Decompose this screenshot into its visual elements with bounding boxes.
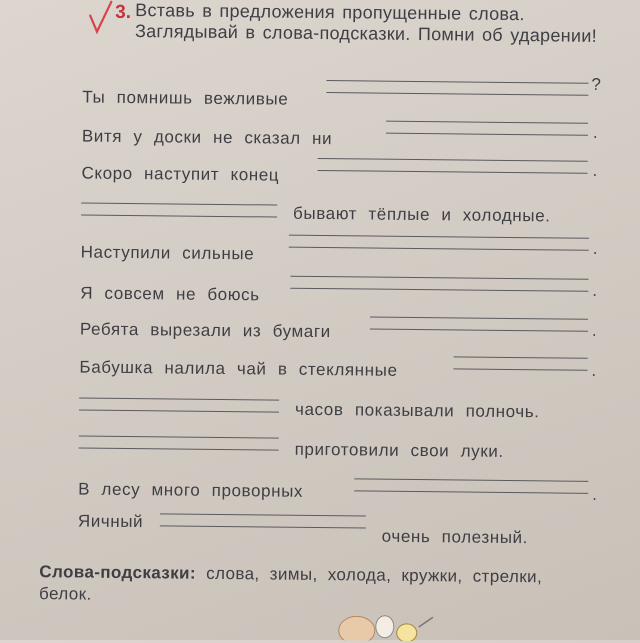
hints-list: слова, зимы, холода, кружки, стрелки, белок. [39, 563, 543, 604]
task-instructions: Вставь в предложения пропущенные слова. Заглядывай в слова-подсказки. Помни об ударении! [134, 0, 598, 46]
hints-title: Слова-подсказки: [39, 562, 197, 583]
answer-blank-11[interactable] [354, 478, 588, 493]
sentence-7: Ребята вырезали из бумаги [79, 319, 331, 342]
sentence-12-after: очень полезный. [381, 526, 529, 548]
sentence-1-end: ? [591, 74, 602, 94]
answer-blank-8[interactable] [453, 356, 587, 370]
answer-blank-9[interactable] [79, 397, 279, 412]
answer-blank-6[interactable] [290, 276, 588, 292]
answer-blank-12[interactable] [160, 513, 366, 528]
sentence-3: Скоро наступит конец [81, 163, 280, 185]
sentence-4: бывают тёплые и холодные. [293, 203, 551, 226]
answer-blank-1[interactable] [326, 80, 588, 96]
sentence-12: Яичный [77, 511, 144, 532]
sentence-5: Наступили сильные [80, 242, 255, 264]
illustration-fragment [327, 596, 437, 641]
sentence-8-end: . [591, 360, 597, 380]
task-number: 3. [115, 1, 132, 24]
sentence-6-end: . [592, 280, 598, 300]
checkmark-icon [87, 0, 113, 36]
sentence-5-end: . [592, 238, 598, 258]
sentence-10: приготовили свои луки. [294, 439, 504, 461]
sentence-11-end: . [592, 484, 598, 504]
answer-blank-10[interactable] [79, 435, 279, 450]
hint-words [39, 561, 599, 611]
sentence-8: Бабушка налила чай в стеклянные [79, 357, 398, 380]
answer-blank-7[interactable] [370, 317, 588, 332]
sentence-9: часов показывали полночь. [294, 399, 540, 422]
sentence-3-end: . [592, 160, 598, 180]
sentence-2: Витя у доски не сказал ни [81, 126, 333, 149]
sentence-2-end: . [592, 122, 598, 142]
answer-blank-3[interactable] [318, 158, 588, 174]
task-header [99, 0, 619, 47]
answer-blank-2[interactable] [386, 121, 588, 136]
answer-blank-4[interactable] [81, 202, 277, 217]
sentence-6: Я совсем не боюсь [80, 283, 260, 305]
sentence-7-end: . [591, 320, 597, 340]
answer-blank-5[interactable] [289, 235, 589, 251]
sentence-11: В лесу много проворных [78, 479, 304, 501]
sentence-1: Ты помнишь вежливые [82, 87, 289, 109]
